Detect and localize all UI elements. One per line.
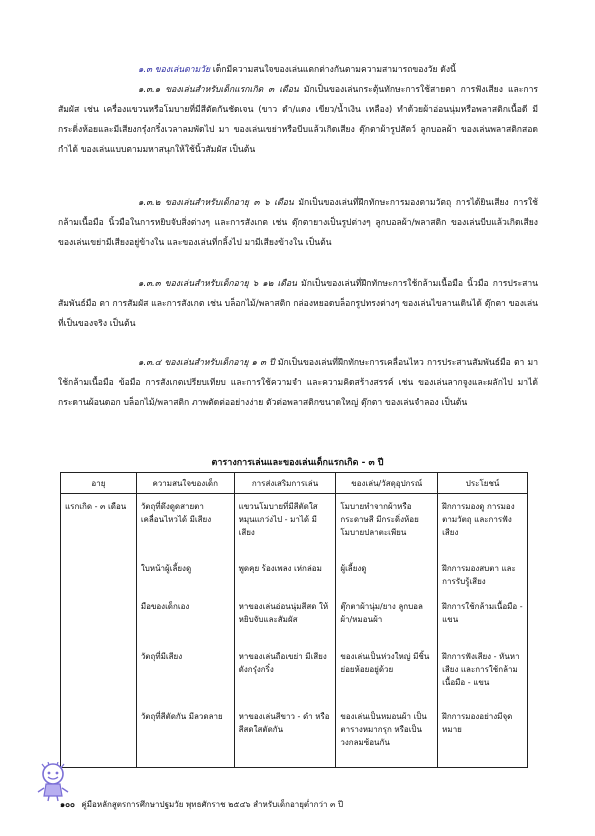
- paragraph-number: ๑.๓.๑: [138, 85, 161, 95]
- cell-interest: วัตถุที่ดึงดูดสายตา เคลื่อนไหวได้ มีเสียง: [136, 494, 234, 556]
- header-toys: ของเล่น/วัสดุอุปกรณ์: [336, 473, 438, 494]
- paragraph-2: [58, 193, 538, 253]
- paragraph-4: [58, 353, 538, 413]
- paragraph-number: ๑.๓.๔: [138, 358, 162, 368]
- header-promotion: การส่งเสริมการเล่น: [234, 473, 336, 494]
- cell-promotion: แขวนโมบายที่มีสีตัดใส หมุนแกว่งไป - มาได้ มีเสียง: [234, 494, 336, 556]
- cell-benefit: ฝึกการมองอย่างมีจุดหมาย: [438, 704, 528, 768]
- page-number: ๑๐๐: [60, 800, 75, 809]
- paragraph-3: [58, 274, 538, 334]
- cell-promotion: หาของเล่นสีขาว - ดำ หรือสีสดใสตัดกัน: [234, 704, 336, 768]
- activities-table: [60, 472, 528, 768]
- cell-toys: โมบายทำจากผ้าหรือกระดาษสี มีกระดิ่งห้อย โมบายปลาตะเพียน: [336, 494, 438, 556]
- cartoon-child-icon: [36, 762, 70, 802]
- table-row: [61, 494, 528, 556]
- cell-toys: ตุ๊กตาผ้านุ่ม/ยาง ลูกบอลผ้า/หมอนผ้า: [336, 594, 438, 644]
- section-heading: [58, 60, 538, 80]
- paragraph-age: ๓ เดือน: [268, 85, 299, 95]
- cell-age: [61, 704, 137, 768]
- header-benefit: ประโยชน์: [438, 473, 528, 494]
- paragraph-1: [58, 80, 538, 160]
- cell-age: แรกเกิด - ๓ เดือน: [61, 494, 137, 556]
- cell-benefit: ฝึกการมองสบตา และการรับรู้เสียง: [438, 556, 528, 594]
- paragraph-number: ๑.๓.๒: [138, 198, 161, 208]
- cell-promotion: พูดคุย ร้องเพลง เห่กล่อม: [234, 556, 336, 594]
- cell-benefit: ฝึกการมองดู การมองตามวัตถุ และการฟังเสียง: [438, 494, 528, 556]
- page-footer: [60, 798, 343, 811]
- table-title: ตารางการเล่นและของเล่นเด็กแรกเกิด - ๓ ปี: [211, 458, 384, 468]
- cell-benefit: ฝึกการใช้กล้ามเนื้อมือ - แขน: [438, 594, 528, 644]
- cell-toys: ผู้เลี้ยงดู: [336, 556, 438, 594]
- cell-interest: วัตถุที่มีเสียง: [136, 644, 234, 704]
- section-label: ของเล่นตามวัย: [154, 65, 211, 75]
- cell-benefit: ฝึกการฟังเสียง - หันหาเสียง และการใช้กล้ามเนื้อมือ - แขน: [438, 644, 528, 704]
- table-row: [61, 644, 528, 704]
- cell-toys: ของเล่นเป็นหมอนผ้า เป็นตารางหมากรุก หรือเป็นวงกลมซ้อนกัน: [336, 704, 438, 768]
- paragraph-label: ของเล่นสำหรับเด็กอายุ ๑ ๓ ปี: [164, 358, 275, 368]
- paragraph-label: ของเล่นสำหรับเด็กแรกเกิด: [165, 85, 264, 95]
- paragraph-text: มักเป็นของเล่นที่ฝึกทักษะการมองตามวัตถุ การได้ยินเสียง การใช้กล้ามเนื้อมือ นิ้วมือในการหยิบจับสิ่งต่างๆ และการสังเกต เช่น ตุ๊กตายางเป็นรูปต่างๆ ลูกบอลผ้า/พลาสติก ของเล่นบีบแล้วเกิดเสียง ของเล่นเขย่ามีเสียงอยู่ข้างใน และของเล่นที่กลิ้งไป มามีเสียงข้างใน เป็นต้น: [58, 198, 538, 248]
- table-row: [61, 594, 528, 644]
- footer-text: คู่มือหลักสูตรการศึกษาปฐมวัย พุทธศักราช ๒๕๔๖ สำหรับเด็กอายุต่ำกว่า ๓ ปี: [81, 800, 344, 809]
- header-interest: ความสนใจของเด็ก: [136, 473, 234, 494]
- table-row: [61, 556, 528, 594]
- cell-age: [61, 556, 137, 594]
- paragraph-label: ของเล่นสำหรับเด็กอายุ ๖: [164, 279, 259, 289]
- cell-age: [61, 594, 137, 644]
- paragraph-label: ของเล่นสำหรับเด็กอายุ ๓: [165, 198, 260, 208]
- table-row: [61, 704, 528, 768]
- cell-promotion: หาของเล่นอ่อนนุ่มสีสด ให้หยิบจับและสัมผัส: [234, 594, 336, 644]
- section-number: ๑.๓: [138, 65, 153, 75]
- paragraph-text: มักเป็นของเล่นที่ฝึกทักษะการใช้กล้ามเนื้อมือ นิ้วมือ การประสานสัมพันธ์มือ ตา การสัมผัส และการสังเกต เช่น บล็อกไม้/พลาสติก กล่องหยอดบล็อกรูปทรงต่างๆ ของเล่นไขลานเดินได้ ตุ๊กตา ของเล่นที่เป็นของจริง เป็นต้น: [58, 279, 539, 329]
- paragraph-text: มักเป็นของเล่นกระตุ้นทักษะการใช้สายตา การฟังเสียง และการสัมผัส เช่น เครื่องแขวนหรือโมบายที่มีสีตัดกันชัดเจน (ขาว ดำ/แดง เขียว/น้ำเงิน เหลือง) ทำด้วยผ้าอ่อนนุ่มหรือพลาสติกเนื้อดี มีกระดิ่งห้อยและมีเสียงกรุ๋งกริ๋งเวลาลมพัดไป มา ของเล่นเขย่าหรือบีบแล้วเกิดเสียง ตุ๊กตาผ้ารูปสัตว์ ลูกบอลผ้า ของเล่นพลาสติกสอดกำได้ ของเล่นแบบตามมหาสนุกให้ใช้นิ้วสัมผัส เป็นต้น: [58, 85, 539, 155]
- header-age: อายุ: [61, 473, 137, 494]
- cell-interest: ใบหน้าผู้เลี้ยงดู: [136, 556, 234, 594]
- cell-promotion: หาของเล่นถือเขย่า มีเสียงดังกรุ๋งกริ๋ง: [234, 644, 336, 704]
- cell-interest: มือของเด็กเอง: [136, 594, 234, 644]
- cell-toys: ของเล่นเป็นห่วงใหญ่ มีชิ้นย่อยห้อยอยู่ด้วย: [336, 644, 438, 704]
- table-header-row: [61, 473, 528, 494]
- paragraph-age: ๑๒ เดือน: [262, 279, 298, 289]
- paragraph-text: มักเป็นของเล่นที่ฝึกทักษะการเคลื่อนไหว การประสานสัมพันธ์มือ ตา มาใช้กล้ามเนื้อมือ ข้อมือ การสังเกตเปรียบเทียบ และการใช้ความจำ และความคิดสร้างสรรค์ เช่น ของเล่นลากจูงและผลักไป มาได้ กระดานผ้อนดอก บล็อกไม้/พลาสติก ภาพตัดต่ออย่างง่าย ตัวต่อพลาสติกขนาดใหญ่ ตุ๊กตา ของเล่นจำลอง เป็นต้น: [58, 358, 539, 408]
- paragraph-age: ๖ เดือน: [264, 198, 294, 208]
- cell-age: [61, 644, 137, 704]
- paragraph-number: ๑.๓.๓: [138, 279, 161, 289]
- cell-interest: วัตถุที่สีตัดกัน มีลวดลาย: [136, 704, 234, 768]
- section-intro: เด็กมีความสนใจของเล่นแตกต่างกันตามความสามารถของวัย ดังนี้: [212, 65, 456, 75]
